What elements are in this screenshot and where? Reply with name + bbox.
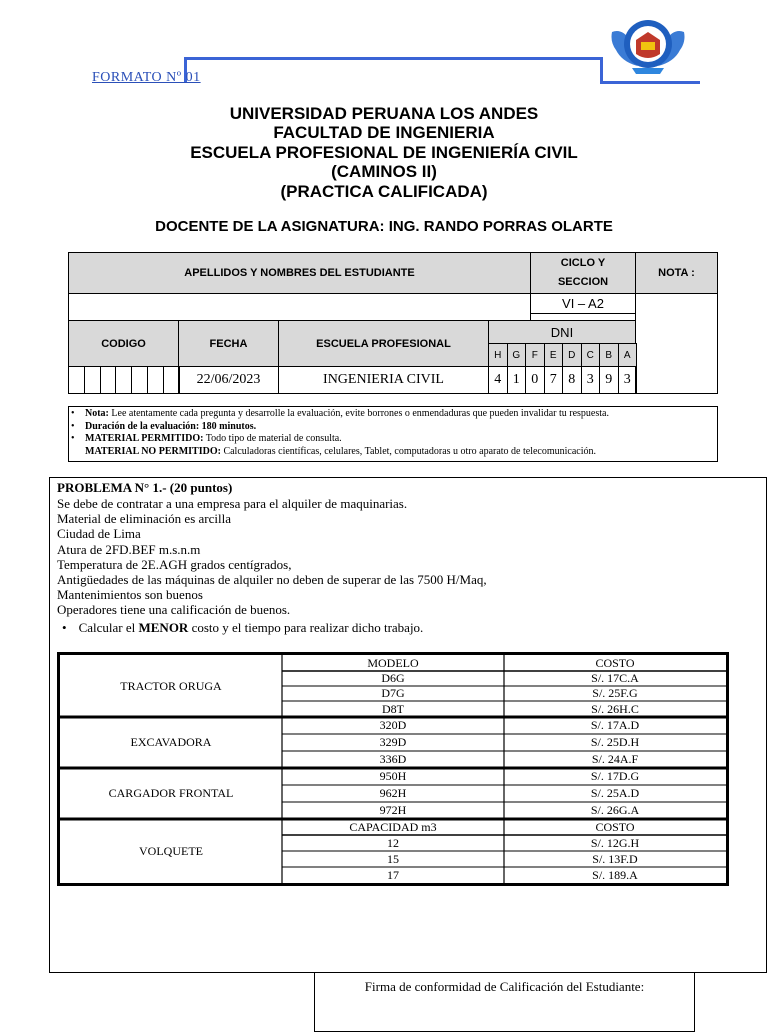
equipment-model: D7G [381,686,405,700]
dni-letter-cell: E [544,343,564,367]
no-permitido-text: Calculadoras científicas, celulares, Tablet, computadoras u otro aparato de telecomunicación. [220,445,597,457]
equipment-name: TRACTOR ORUGA [120,678,222,693]
problem-line-3: Ciudad de Lima [57,526,141,541]
equipment-cost: S/. 26G.A [590,803,640,817]
equipment-cost: S/. 25A.D [590,786,640,800]
equipment-model: 962H [379,786,407,800]
equipment-cost: S/. 25F.G [592,686,638,700]
problem-line-1: Se debe de contratar a una empresa para el alquiler de maquinarias. [57,496,408,511]
equipment-name: VOLQUETE [139,843,203,858]
frame-line-right [600,57,603,83]
dni-letter-cell: A [618,343,638,367]
equipment-cost: S/. 17D.G [590,769,640,783]
fecha-value: 22/06/2023 [178,366,279,394]
formato-label: FORMATO Nº 01 [92,70,201,85]
notes-box: • Nota: Lee atentamente cada pregunta y desarrolle la evaluación, evite borrones o enmendaduras que pueden invalidar tu respuesta. • Duración de la evaluación: 180 minutos. • MATERIAL PERMITIDO: Todo tipo de material de consulta. MATERIAL NO PERMITIDO: Calculadoras científicas, celulares, Tablet, computadoras u otro aparato de telecomunicación. [68,406,718,462]
problem-line-2: Material de eliminación es arcilla [57,511,231,526]
dni-digit-cell: 3 [618,366,638,394]
codigo-digit-box[interactable] [147,366,164,394]
no-permitido-label: MATERIAL NO PERMITIDO: [85,445,221,457]
escuela-value: INGENIERIA CIVIL [278,366,489,394]
equipment-name: CARGADOR FRONTAL [108,786,234,800]
dni-letter-cell: B [599,343,619,367]
equipment-name: EXCAVADORA [130,735,212,749]
ciclo-header: CICLO Y SECCION [530,252,636,294]
header-line-3: ESCUELA PROFESIONAL DE INGENIERÍA CIVIL [190,143,578,162]
dni-letter-cell: F [525,343,545,367]
dni-digit-cell: 7 [544,366,564,394]
codigo-digit-box[interactable] [68,366,85,394]
dni-digit-cell: 4 [488,366,508,394]
ciclo-value: VI – A2 [530,293,636,314]
header-line-2: FACULTAD DE INGENIERIA [273,123,495,142]
equipment-model: 329D [379,735,407,749]
problem-line-4: Atura de 2FD.BEF m.s.n.m [57,542,201,557]
dni-header: DNI [488,320,636,344]
equipment-model: 15 [387,851,399,866]
codigo-digit-box[interactable] [115,366,132,394]
frame-line-bottom [600,81,700,84]
nota-text: Lee atentamente cada pregunta y desarrolle la evaluación, evite borrones o enmendaduras que pueden invalidar tu respuesta. [108,408,609,419]
codigo-digit-box[interactable] [100,366,117,394]
dni-letter-cell: H [488,343,508,367]
codigo-header: CODIGO [68,320,179,367]
equipment-model: 336D [379,752,407,766]
dni-digit-cell: 0 [525,366,545,394]
apellidos-header: APELLIDOS Y NOMBRES DEL ESTUDIANTE [68,252,531,294]
costo-header: COSTO [595,655,635,670]
volquete-costo-header: COSTO [595,819,635,834]
dni-digit-cell: 8 [562,366,582,394]
problem-bullet [62,620,423,635]
dni-digit-cell: 9 [599,366,619,394]
equipment-model: 950H [379,769,407,783]
bullet-post: costo y el tiempo para realizar dicho trabajo. [188,620,424,635]
bullet-dot: • [62,620,67,635]
problem-line-7: Mantenimientos son buenos [57,587,203,602]
equipment-model: 972H [379,803,407,817]
dni-letter-cell: D [562,343,582,367]
equipment-cost: S/. 17C.A [591,671,639,685]
duracion-text: Duración de la evaluación: 180 minutos. [85,420,257,432]
dni-digit-cell: 3 [581,366,601,394]
capacidad-header: CAPACIDAD m3 [349,819,437,834]
equipment-cost: S/. 26H.C [591,701,639,716]
equipment-model: 17 [387,867,399,882]
problem-line-5: Temperatura de 2E.AGH grados centígrados, [57,557,292,572]
permitido-label: MATERIAL PERMITIDO: [85,433,204,444]
dni-digit-cell: 1 [507,366,527,394]
equipment-model: 320D [379,718,407,732]
equipment-cost: S/. 189.A [592,867,638,882]
equipment-model: 12 [387,835,399,850]
dni-letter-cell: C [581,343,601,367]
permitido-text: Todo tipo de material de consulta. [203,433,342,444]
equipment-table [57,652,729,886]
modelo-header: MODELO [367,655,419,670]
equipment-cost: S/. 13F.D [592,851,638,866]
university-seal-icon [608,10,688,80]
apellidos-input[interactable] [68,293,531,321]
nota-box[interactable] [635,293,718,394]
codigo-digit-box[interactable] [84,366,101,394]
nota-label: Nota: [85,408,109,419]
nota-header: NOTA : [635,252,718,294]
frame-line-top [186,57,600,60]
problem-title: PROBLEMA N° 1.- (20 puntos) [57,480,233,495]
header-line-5: (PRACTICA CALIFICADA) [280,182,488,201]
equipment-model: D8T [382,701,404,716]
equipment-cost: S/. 17A.D [590,718,640,732]
header-line-4: (CAMINOS II) [331,162,437,181]
equipment-cost: S/. 25D.H [590,735,640,749]
fecha-header: FECHA [178,320,279,367]
equipment-cost: S/. 24A.F [591,752,639,766]
firma-box: Firma de conformidad de Calificación del Estudiante: [314,972,695,1032]
equipment-model: D6G [381,671,405,685]
problem-line-6: Antigüedades de las máquinas de alquiler no deben de superar de las 7500 H/Maq, [57,572,487,587]
codigo-digit-box[interactable] [131,366,148,394]
docente-line: DOCENTE DE LA ASIGNATURA: ING. RANDO PORRAS OLARTE [155,218,613,235]
problem-line-8: Operadores tiene una calificación de buenos. [57,602,291,617]
dni-letter-cell: G [507,343,527,367]
bullet-pre: Calcular el [78,620,139,635]
header-line-1: UNIVERSIDAD PERUANA LOS ANDES [229,104,539,123]
equipment-cost: S/. 12G.H [590,835,640,850]
bullet-bold: MENOR [138,620,189,635]
escuela-header: ESCUELA PROFESIONAL [278,320,489,367]
